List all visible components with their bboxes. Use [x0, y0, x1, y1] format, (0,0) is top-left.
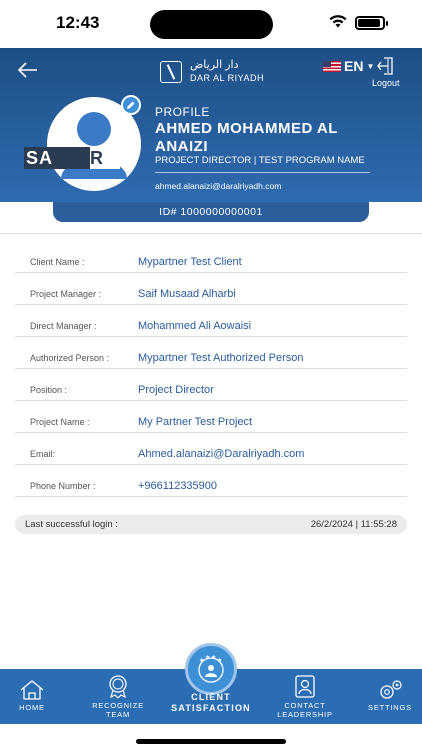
detail-row-direct-manager — [15, 305, 407, 337]
nav-recognize-label-1: RECOGNIZE — [92, 701, 144, 710]
last-login-bar — [15, 515, 407, 534]
nav-client-satisfaction-button[interactable] — [185, 643, 237, 695]
nav-contact-label-2: LEADERSHIP — [277, 710, 333, 719]
sar-badge-text-end: R — [90, 148, 103, 168]
sar-badge — [24, 147, 120, 169]
nav-contact-leadership[interactable] — [270, 669, 340, 724]
detail-label: Project Manager : — [30, 289, 102, 299]
nav-home-label: HOME — [19, 703, 45, 712]
nav-client-label-1: CLIENT — [191, 692, 231, 702]
profile-role: PROJECT DIRECTOR | TEST PROGRAM NAME — [155, 155, 365, 166]
svg-text:★: ★ — [211, 655, 217, 661]
detail-row-email — [15, 433, 407, 465]
award-badge-icon — [105, 673, 131, 699]
profile-name: AHMED MOHAMMED AL ANAIZI — [155, 120, 338, 155]
detail-row-project-name — [15, 401, 407, 433]
us-flag-icon — [323, 61, 341, 72]
detail-value: Ahmed.alanaizi@Daralriyadh.com — [138, 448, 305, 460]
last-login-value: 26/2/2024 | 11:55:28 — [310, 519, 397, 530]
home-icon — [19, 679, 45, 701]
detail-label: Email: — [30, 449, 56, 459]
detail-value: Mohammed Ali Aowaisi — [138, 320, 252, 332]
detail-value: My Partner Test Project — [138, 416, 253, 428]
detail-label: Client Name : — [30, 257, 85, 267]
detail-row-client-name — [15, 241, 407, 273]
nav-recognize-team[interactable] — [85, 669, 151, 724]
nav-client-satisfaction-label[interactable] — [155, 692, 267, 714]
logout-button[interactable] — [372, 56, 400, 88]
detail-label: Project Name : — [30, 417, 90, 427]
status-time: 12:43 — [56, 13, 100, 32]
nav-contact-label-1: CONTACT — [284, 701, 326, 710]
chevron-down-icon: ▼ — [366, 61, 375, 71]
detail-label: Phone Number : — [30, 481, 96, 491]
detail-value: Project Director — [138, 384, 214, 396]
svg-text:★: ★ — [205, 655, 211, 661]
detail-value: +966112335900 — [138, 480, 218, 492]
nav-home[interactable] — [12, 669, 52, 724]
detail-value: Mypartner Test Client — [138, 256, 242, 268]
nav-recognize-label-2: TEAM — [105, 710, 131, 719]
home-indicator — [136, 739, 286, 744]
logout-icon — [376, 56, 396, 76]
profile-divider — [155, 172, 370, 173]
brand-name: DAR AL RIYADH — [190, 73, 265, 83]
detail-label: Position : — [30, 385, 68, 395]
pencil-icon — [126, 100, 136, 110]
employee-id-bar: ID# 1000000000001 — [53, 202, 369, 222]
last-login-label: Last successful login : — [25, 519, 118, 530]
status-bar — [0, 0, 422, 48]
avatar — [47, 97, 141, 191]
back-arrow-icon[interactable] — [17, 60, 39, 80]
detail-label: Authorized Person : — [30, 353, 110, 363]
edit-avatar-button[interactable] — [121, 95, 141, 115]
logo-mark-icon — [160, 61, 182, 83]
satisfaction-stars-icon — [195, 655, 227, 683]
profile-header — [0, 48, 422, 202]
contact-card-icon — [294, 673, 316, 699]
profile-kicker: PROFILE — [155, 105, 210, 119]
language-label: EN — [344, 58, 364, 74]
settings-gear-icon — [376, 679, 404, 701]
nav-settings[interactable] — [364, 669, 416, 724]
wifi-icon — [328, 14, 348, 29]
dynamic-island — [150, 10, 273, 39]
svg-text:★: ★ — [217, 657, 223, 664]
nav-settings-label: SETTINGS — [368, 703, 412, 712]
detail-label: Direct Manager : — [30, 321, 97, 331]
brand-arabic-name: دار الرياض — [190, 59, 239, 71]
svg-text:★: ★ — [199, 657, 205, 664]
detail-row-project-manager — [15, 273, 407, 305]
detail-row-phone-number — [15, 465, 407, 497]
divider — [0, 233, 422, 234]
nav-client-label-2: SATISFACTION — [171, 703, 251, 713]
language-selector[interactable] — [323, 58, 374, 74]
profile-email: ahmed.alanaizi@daralriyadh.com — [155, 181, 282, 191]
detail-value: Saif Musaad Alharbi — [138, 288, 236, 300]
battery-icon — [355, 16, 385, 30]
brand-logo — [160, 60, 264, 83]
sar-badge-text: SA — [24, 147, 90, 169]
logout-label: Logout — [372, 78, 400, 88]
detail-row-position — [15, 369, 407, 401]
detail-row-authorized-person — [15, 337, 407, 369]
detail-value: Mypartner Test Authorized Person — [138, 352, 304, 364]
